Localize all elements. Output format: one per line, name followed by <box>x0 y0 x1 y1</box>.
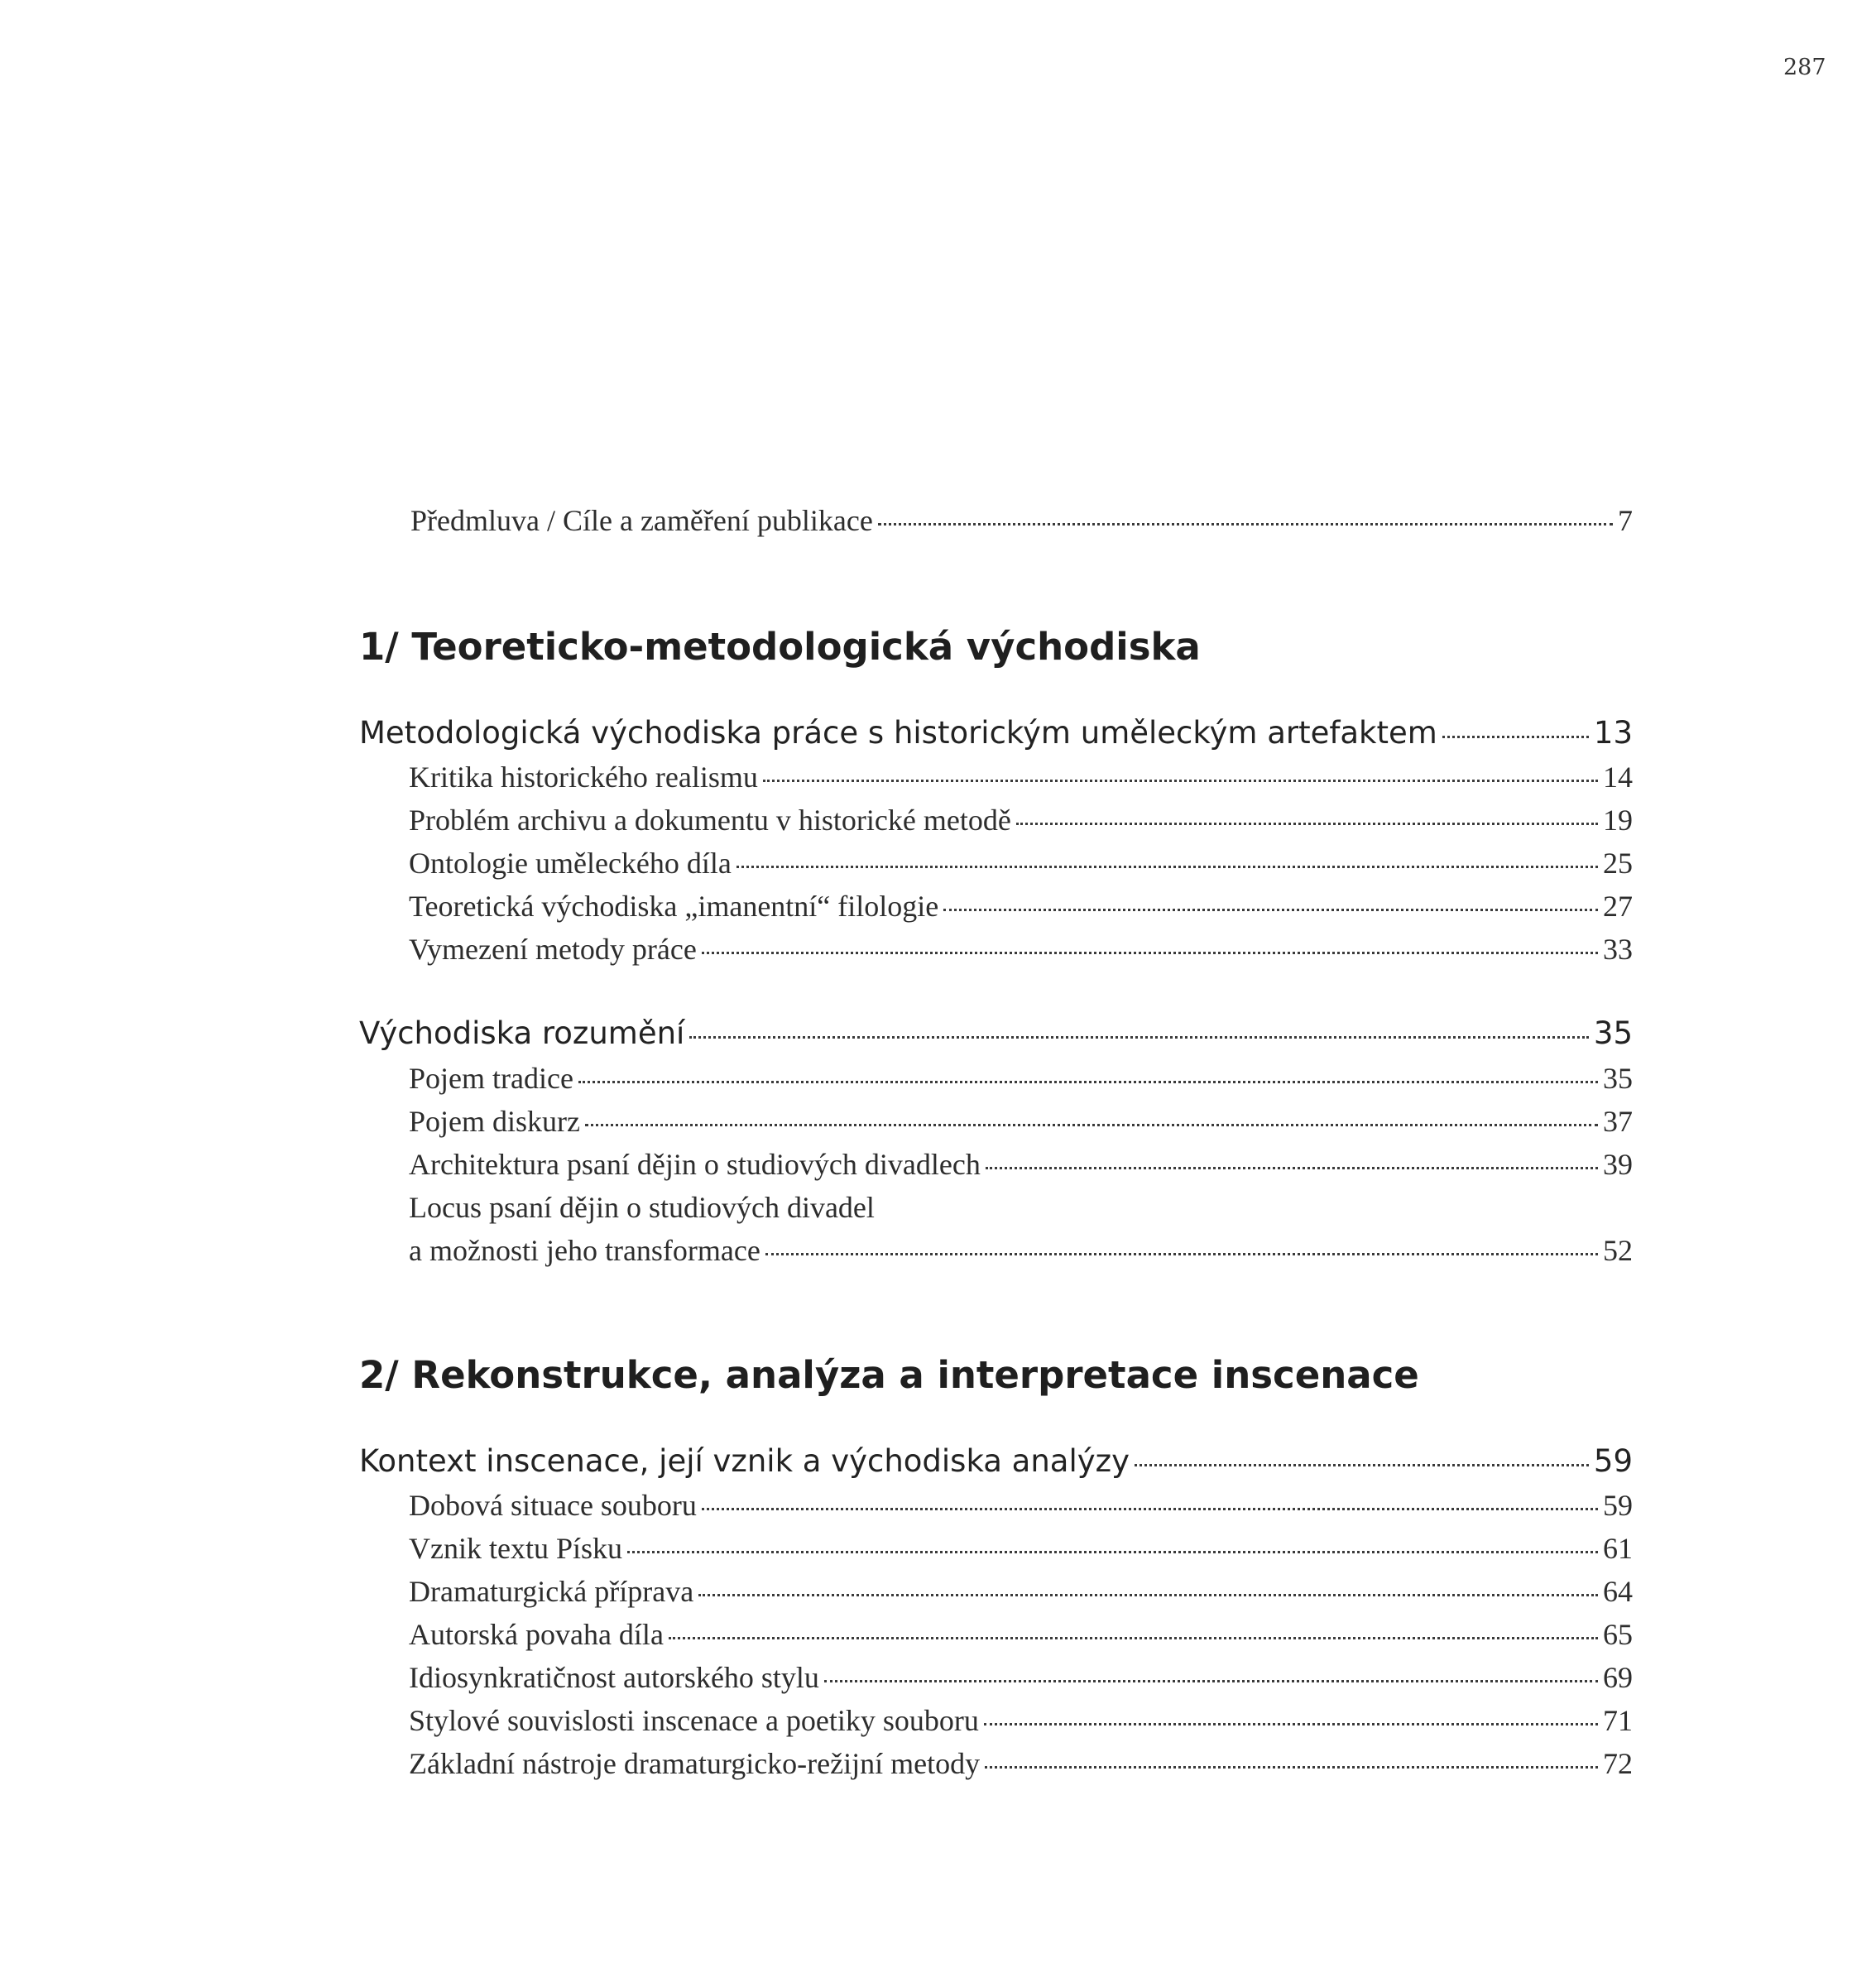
toc-item-page: 25 <box>1603 847 1633 880</box>
toc-section-entry[interactable] <box>359 715 1633 751</box>
dot-leader <box>878 523 1613 526</box>
toc-item-label: Stylové souvislosti inscenace a poetiky souboru <box>409 1704 979 1737</box>
dot-leader <box>578 1081 1598 1083</box>
toc-item-entry[interactable] <box>409 1104 1633 1139</box>
toc-item-entry[interactable] <box>409 1703 1633 1738</box>
dot-leader <box>669 1637 1598 1639</box>
toc-item-label: Vznik textu Písku <box>409 1532 622 1565</box>
toc-item-page: 72 <box>1603 1747 1633 1780</box>
toc-item-entry[interactable] <box>409 1531 1633 1566</box>
dot-leader <box>984 1723 1598 1725</box>
dot-leader <box>702 1508 1598 1510</box>
dot-leader <box>702 952 1598 954</box>
toc-item-page: 71 <box>1603 1704 1633 1737</box>
toc-item-entry[interactable] <box>409 1746 1633 1781</box>
toc-item-page: 61 <box>1603 1532 1633 1565</box>
page-number: 287 <box>1783 55 1826 80</box>
dot-leader <box>765 1253 1598 1255</box>
toc-item-entry[interactable] <box>409 1233 1633 1268</box>
dot-leader <box>689 1036 1589 1039</box>
toc-item-label: Vymezení metody práce <box>409 933 697 966</box>
dot-leader <box>763 780 1598 782</box>
toc-section-label: Kontext inscenace, její vznik a východiska analýzy <box>359 1443 1130 1479</box>
toc-item-page: 64 <box>1603 1575 1633 1608</box>
toc-item-label: Dramaturgická příprava <box>409 1575 694 1608</box>
dot-leader <box>1016 823 1598 825</box>
toc-item-label: Kritika historického realismu <box>409 761 758 794</box>
toc-section-page: 59 <box>1593 1443 1633 1479</box>
toc-item-page: 59 <box>1603 1489 1633 1522</box>
toc-item-page: 35 <box>1603 1062 1633 1095</box>
toc-item-page: 65 <box>1603 1618 1633 1651</box>
toc-item-label: Pojem diskurz <box>409 1105 580 1138</box>
toc-item-page: 19 <box>1603 804 1633 837</box>
toc-item-label: Architektura psaní dějin o studiových divadlech <box>409 1148 981 1181</box>
toc-item-label: Ontologie uměleckého díla <box>409 847 732 880</box>
dot-leader <box>1135 1464 1589 1466</box>
toc-item-label: Problém archivu a dokumentu v historické metodě <box>409 804 1011 837</box>
toc-item-page: 33 <box>1603 933 1633 966</box>
dot-leader <box>824 1680 1598 1682</box>
toc-item-entry[interactable] <box>409 1660 1633 1695</box>
chapter-heading-1: 1/ Teoreticko-metodologická východiska <box>359 625 1201 669</box>
toc-section-page: 35 <box>1593 1015 1633 1051</box>
toc-item-entry[interactable] <box>409 1488 1633 1523</box>
dot-leader <box>1442 736 1589 738</box>
dot-leader <box>986 1167 1598 1169</box>
toc-item-page: 39 <box>1603 1148 1633 1181</box>
toc-item-label-line1: Locus psaní dějin o studiových divadel <box>409 1191 875 1224</box>
toc-item-label: a možnosti jeho transformace <box>409 1234 760 1267</box>
toc-section-entry[interactable] <box>359 1443 1633 1479</box>
toc-item-label: Idiosynkratičnost autorského stylu <box>409 1661 819 1694</box>
toc-item-entry[interactable] <box>409 846 1633 881</box>
toc-item-label: Autorská povaha díla <box>409 1618 664 1651</box>
dot-leader <box>585 1124 1598 1126</box>
toc-item-entry[interactable] <box>409 803 1633 838</box>
toc-item-entry[interactable] <box>409 1574 1633 1609</box>
toc-section-page: 13 <box>1593 715 1633 751</box>
toc-item-entry[interactable] <box>409 1147 1633 1182</box>
toc-item-entry[interactable] <box>409 1061 1633 1096</box>
toc-entry-label: Předmluva / Cíle a zaměření publikace <box>410 504 873 537</box>
toc-item-label: Dobová situace souboru <box>409 1489 697 1522</box>
dot-leader <box>736 866 1598 868</box>
dot-leader <box>943 909 1598 911</box>
toc-section-label: Východiska rozumění <box>359 1015 685 1051</box>
toc-item-label: Základní nástroje dramaturgicko-režijní metody <box>409 1747 981 1780</box>
toc-item-label: Teoretická východiska „imanentní“ filologie <box>409 890 939 923</box>
toc-item-page: 69 <box>1603 1661 1633 1694</box>
toc-item-entry[interactable] <box>409 889 1633 924</box>
chapter-heading-2: 2/ Rekonstrukce, analýza a interpretace inscenace <box>359 1353 1419 1397</box>
dot-leader <box>698 1594 1598 1596</box>
toc-item-entry[interactable] <box>409 1617 1633 1652</box>
toc-item-entry[interactable] <box>409 760 1633 794</box>
toc-preface-entry[interactable] <box>410 503 1633 538</box>
dot-leader <box>985 1766 1598 1769</box>
toc-item-label: Pojem tradice <box>409 1062 573 1095</box>
toc-item-page: 27 <box>1603 890 1633 923</box>
toc-item-entry[interactable] <box>409 932 1633 967</box>
toc-section-label: Metodologická východiska práce s historickým uměleckým artefaktem <box>359 715 1437 751</box>
toc-item-page: 37 <box>1603 1105 1633 1138</box>
toc-item-page: 52 <box>1603 1234 1633 1267</box>
toc-item-page: 14 <box>1603 761 1633 794</box>
dot-leader <box>627 1551 1598 1553</box>
toc-entry-page: 7 <box>1618 504 1633 537</box>
toc-section-entry[interactable] <box>359 1015 1633 1051</box>
